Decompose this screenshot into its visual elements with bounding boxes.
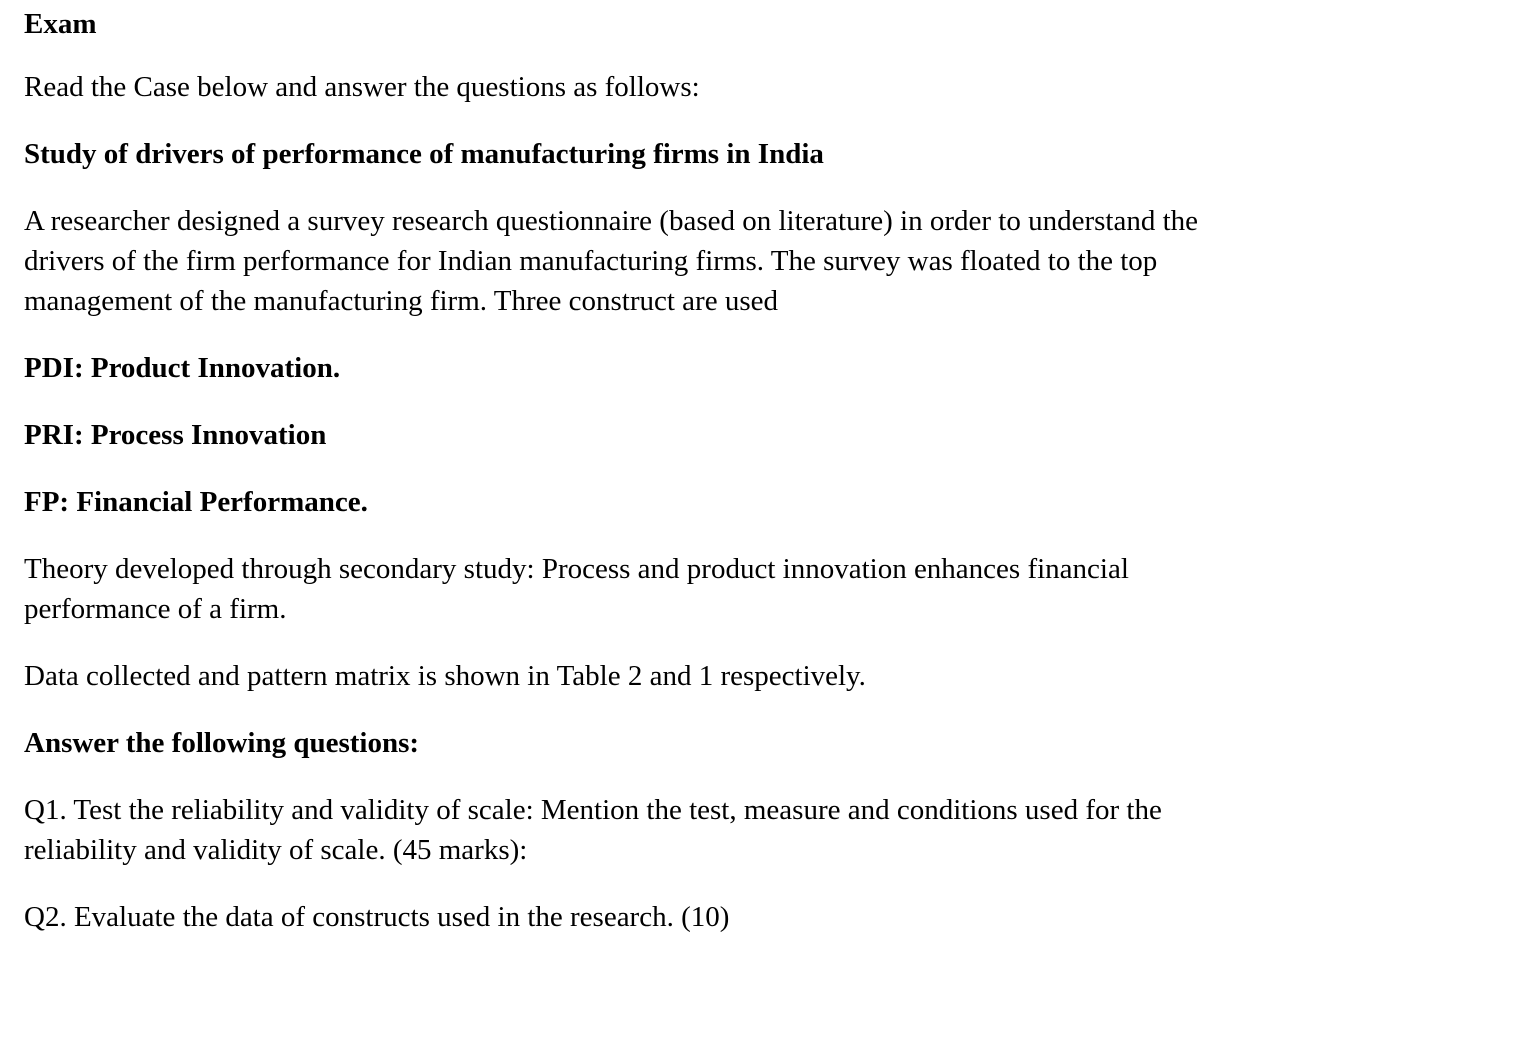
exam-document (24, 6, 1504, 937)
questions-heading: Answer the following questions: (24, 727, 420, 759)
construct-pdi: PDI: Product Innovation. (24, 352, 341, 384)
construct-fp: FP: Financial Performance. (24, 486, 368, 518)
theory-line: performance of a firm. (24, 593, 287, 625)
case-body-line: drivers of the firm performance for Indian manufacturing firms. The survey was floated to the top (24, 245, 1158, 277)
construct-pri: PRI: Process Innovation (24, 419, 327, 451)
data-note: Data collected and pattern matrix is shown in Table 2 and 1 respectively. (24, 660, 866, 692)
theory-text (24, 549, 1504, 629)
theory-line: Theory developed through secondary study: Process and product innovation enhances financial (24, 553, 1129, 585)
case-body-line: management of the manufacturing firm. Three construct are used (24, 285, 778, 317)
document-title: Exam (24, 8, 97, 40)
question-1 (24, 790, 1504, 870)
question-2: Q2. Evaluate the data of constructs used in the research. (10) (24, 901, 730, 933)
question-1-line: reliability and validity of scale. (45 marks): (24, 834, 528, 866)
case-heading: Study of drivers of performance of manufacturing firms in India (24, 138, 824, 170)
case-body-line: A researcher designed a survey research questionnaire (based on literature) in order to understand the (24, 205, 1199, 237)
case-body (24, 201, 1504, 321)
question-1-line: Q1. Test the reliability and validity of scale: Mention the test, measure and conditions used for the (24, 794, 1162, 826)
intro-text: Read the Case below and answer the questions as follows: (24, 71, 700, 103)
